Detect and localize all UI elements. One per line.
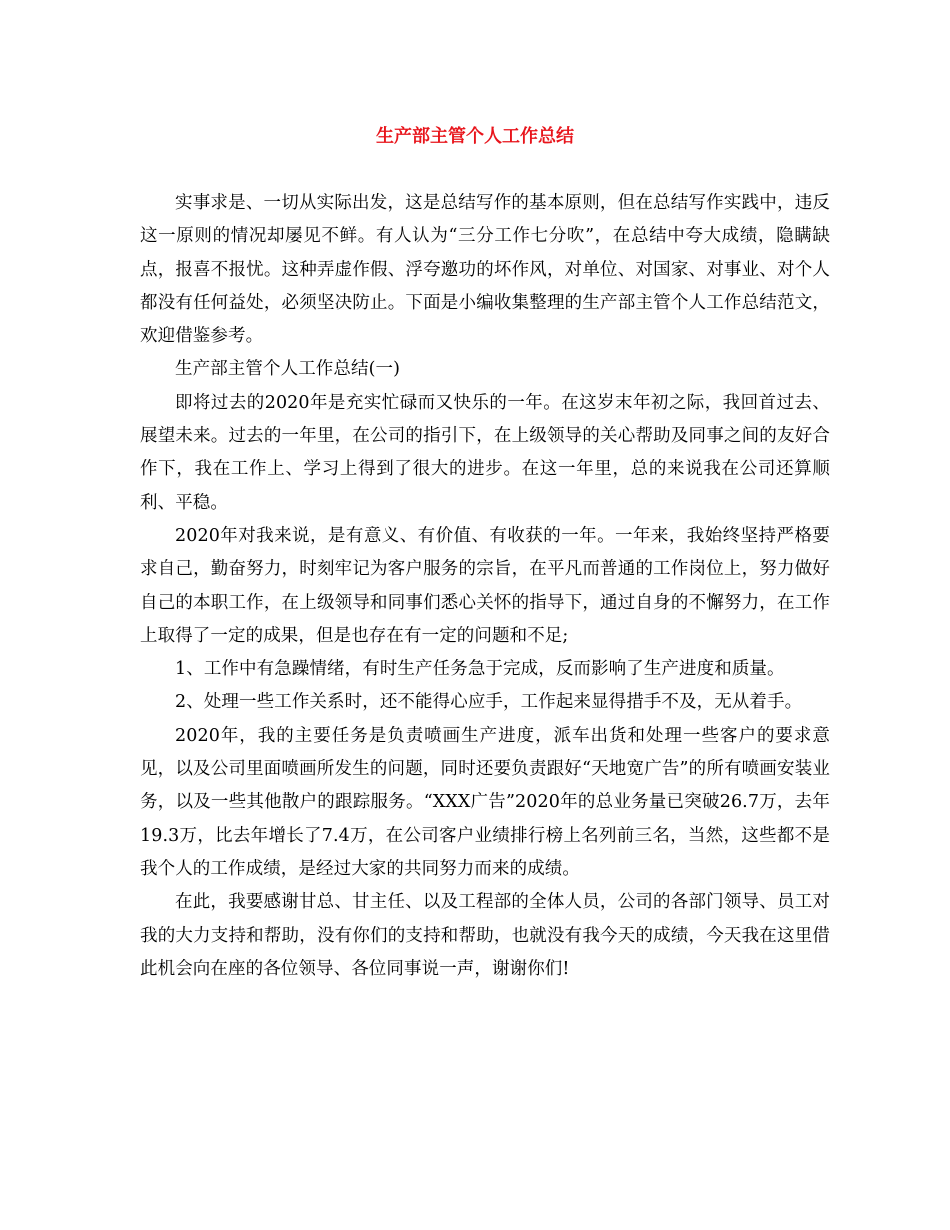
document-title: 生产部主管个人工作总结 <box>376 126 574 147</box>
list-item: 2、处理一些工作关系时，还不能得心应手，工作起来显得措手不及，无从着手。 <box>175 692 803 713</box>
document-body <box>140 187 830 986</box>
paragraph: 2020年对我来说，是有意义、有价值、有收获的一年。一年来，我始终坚持严格要求自己，勤奋努力，时刻牢记为客户服务的宗旨，在平凡而普通的工作岗位上，努力做好自己的本职工作，在上级领导和同事们悉心关怀的指导下，通过自身的不懈努力，在工作上取得了一定的成果，但是也存在有一定的问题和不足; <box>140 525 830 646</box>
paragraph: 2020年，我的主要任务是负责喷画生产进度，派车出货和处理一些客户的要求意见，以及公司里面喷画所发生的问题，同时还要负责跟好“天地宽广告”的所有喷画安装业务，以及一些其他散户的跟踪服务。“XXX广告”2020年的总业务量已突破26.7万，去年19.3万，比去年增长了7.4万，在公司客户业绩排行榜上名列前三名，当然，这些都不是我个人的工作成绩，是经过大家的共同努力而来的成绩。 <box>140 725 830 879</box>
list-item: 1、工作中有急躁情绪，有时生产任务急于完成，反而影响了生产进度和质量。 <box>175 659 785 680</box>
paragraph-closing: 在此，我要感谢甘总、甘主任、以及工程部的全体人员，公司的各部门领导、员工对我的大力支持和帮助，没有你们的支持和帮助，也就没有我今天的成绩，今天我在这里借此机会向在座的各位领导、各位同事说一声，谢谢你们! <box>140 892 830 979</box>
section-heading: 生产部主管个人工作总结(一) <box>175 359 401 380</box>
paragraph-intro: 实事求是、一切从实际出发，这是总结写作的基本原则，但在总结写作实践中，违反这一原则的情况却屡见不鲜。有人认为“三分工作七分吹”，在总结中夸大成绩，隐瞒缺点，报喜不报忧。这种弄虚作假、浮夸邀功的坏作风，对单位、对国家、对事业、对个人都没有任何益处，必须坚决防止。下面是小编收集整理的生产部主管个人工作总结范文，欢迎借鉴参考。 <box>140 193 830 347</box>
paragraph: 即将过去的2020年是充实忙碌而又快乐的一年。在这岁末年初之际，我回首过去、展望未来。过去的一年里，在公司的指引下，在上级领导的关心帮助及同事之间的友好合作下，我在工作上、学习上得到了很大的进步。在这一年里，总的来说我在公司还算顺利、平稳。 <box>140 392 830 513</box>
